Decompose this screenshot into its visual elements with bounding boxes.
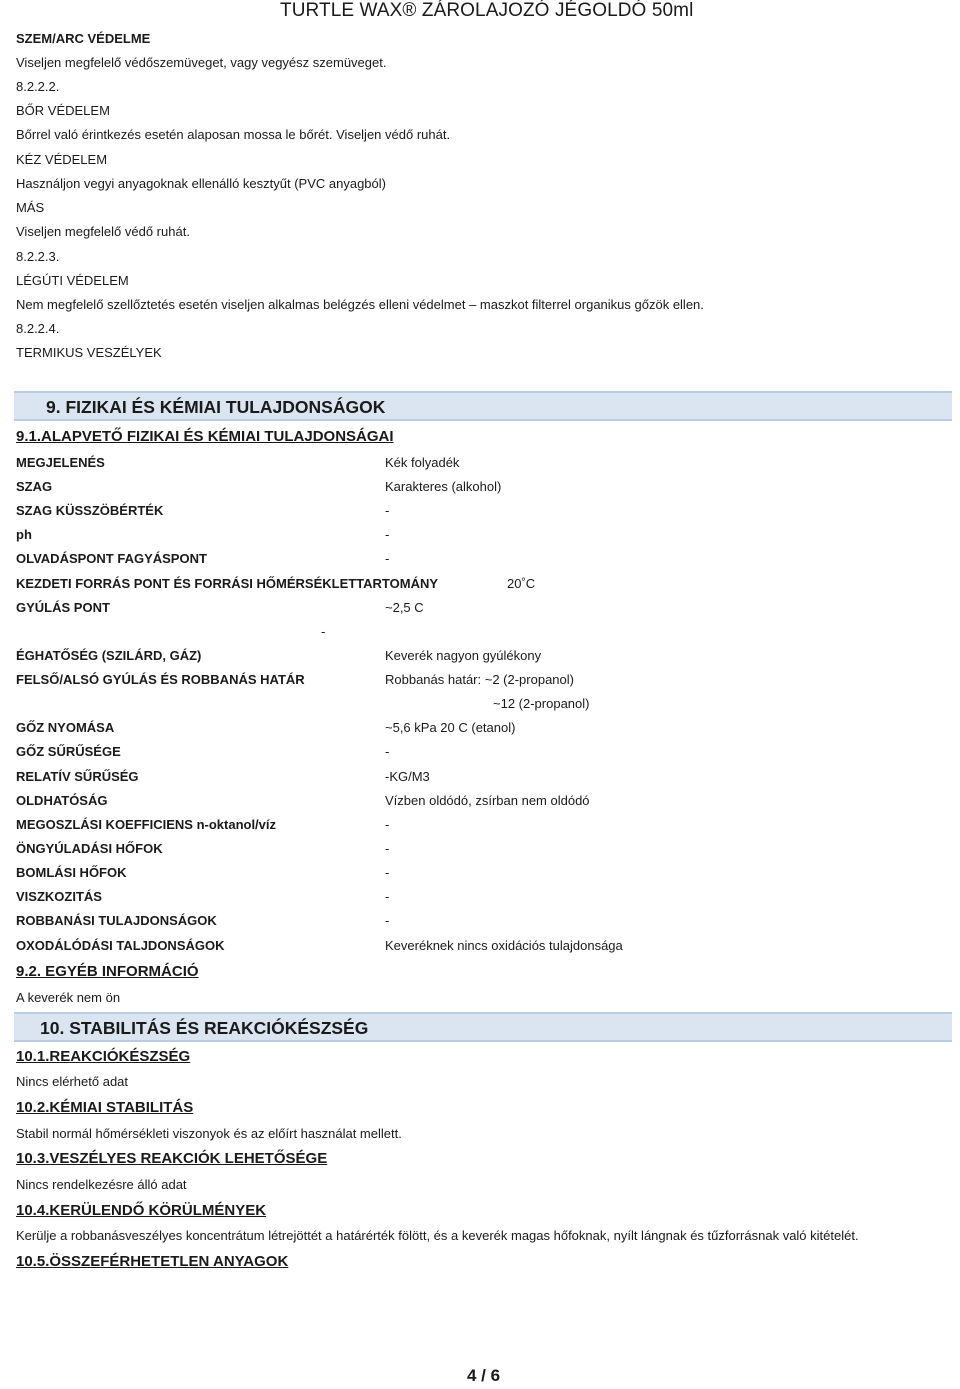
heading-thermal-hazards: TERMIKUS VESZÉLYEK	[16, 345, 162, 360]
section-10-banner	[14, 1012, 952, 1042]
property-value: 20˚C	[507, 576, 536, 591]
property-label: GŐZ SŰRŰSÉGE	[16, 744, 121, 759]
property-value: -KG/M3	[385, 769, 430, 784]
document-header: TURTLE WAX® ZÁROLAJOZÓ JÉGOLDÓ 50ml	[280, 0, 694, 21]
property-label: ÖNGYÚLADÁSI HŐFOK	[16, 841, 163, 856]
property-label: FELSŐ/ALSÓ GYÚLÁS ÉS ROBBANÁS HATÁR	[16, 672, 305, 687]
text-eye-protection: Viseljen megfelelő védőszemüveget, vagy vegyész szemüveget.	[16, 55, 387, 70]
heading-other: MÁS	[16, 200, 45, 215]
text-hand-protection: Használjon vegyi anyagoknak ellenálló kesztyűt (PVC anyagból)	[16, 176, 386, 191]
property-label: MEGOSZLÁSI KOEFFICIENS n-oktanol/víz	[16, 817, 277, 832]
section-number-8223: 8.2.2.3.	[16, 249, 60, 264]
heading-skin-protection: BŐR VÉDELEM	[16, 103, 110, 118]
property-value: -	[385, 503, 390, 518]
text-respiratory-protection: Nem megfelelő szellőztetés esetén viseljen alkalmas belégzés elleni védelmet – maszkot filterrel organikus gőzök ellen.	[16, 297, 704, 312]
property-value: -	[385, 913, 390, 928]
property-value: -	[385, 527, 390, 542]
property-label: OXODÁLÓDÁSI TALJDONSÁGOK	[16, 938, 225, 953]
property-value: ~2,5 C	[385, 600, 424, 615]
section-9-2-text: A keverék nem ön	[16, 990, 121, 1005]
property-value: Karakteres (alkohol)	[385, 479, 502, 494]
section-10-4-title: 10.4.KERÜLENDŐ KÖRÜLMÉNYEK	[16, 1202, 267, 1219]
heading-hand-protection: KÉZ VÉDELEM	[16, 152, 108, 167]
page-number: 4 / 6	[467, 1366, 501, 1385]
property-value: ~5,6 kPa 20 C (etanol)	[385, 720, 516, 735]
property-label: SZAG KÜSSZÖBÉRTÉK	[16, 503, 164, 518]
section-9-banner	[14, 391, 952, 421]
text-skin-protection: Bőrrel való érintkezés esetén alaposan mossa le bőrét. Viseljen védő ruhát.	[16, 127, 451, 142]
property-value: -	[385, 865, 390, 880]
property-label: BOMLÁSI HŐFOK	[16, 865, 127, 880]
property-value: Keverék nagyon gyúlékony	[385, 648, 542, 663]
property-value: -	[385, 817, 390, 832]
section-10-4-text: Kerülje a robbanásveszélyes koncentrátum létrejöttét a határérték fölött, és a keverék magas hőfoknak, nyílt lángnak és tűzforrásnak való kitételét.	[16, 1228, 859, 1243]
section-9-title: 9. FIZIKAI ÉS KÉMIAI TULAJDONSÁGOK	[46, 397, 386, 417]
property-label: OLVADÁSPONT FAGYÁSPONT	[16, 551, 207, 566]
section-10-1-title: 10.1.REAKCIÓKÉSZSÉG	[16, 1048, 191, 1065]
property-label: MEGJELENÉS	[16, 455, 105, 470]
section-10-3-title: 10.3.VESZÉLYES REAKCIÓK LEHETŐSÉGE	[16, 1150, 328, 1167]
property-label: KEZDETI FORRÁS PONT ÉS FORRÁSI HŐMÉRSÉKLETTARTOMÁNY	[16, 576, 439, 591]
property-value: Kék folyadék	[385, 455, 460, 470]
section-10-title: 10. STABILITÁS ÉS REAKCIÓKÉSZSÉG	[40, 1018, 369, 1038]
property-value: -	[385, 889, 390, 904]
section-10-5-title: 10.5.ÖSSZEFÉRHETETLEN ANYAGOK	[16, 1253, 289, 1270]
section-number-8224: 8.2.2.4.	[16, 321, 60, 336]
property-value: -	[321, 624, 326, 639]
property-value: -	[385, 744, 390, 759]
property-value: ~12 (2-propanol)	[493, 696, 590, 711]
heading-respiratory-protection: LÉGÚTI VÉDELEM	[16, 273, 129, 288]
property-value: -	[385, 551, 390, 566]
property-label: GŐZ NYOMÁSA	[16, 720, 115, 735]
property-value: Keveréknek nincs oxidációs tulajdonsága	[385, 938, 623, 953]
property-value: Vízben oldódó, zsírban nem oldódó	[385, 793, 590, 808]
heading-eye-protection: SZEM/ARC VÉDELME	[16, 31, 151, 46]
property-label: RELATÍV SŰRŰSÉG	[16, 769, 139, 784]
section-10-2-title: 10.2.KÉMIAI STABILITÁS	[16, 1099, 194, 1116]
section-10-2-text: Stabil normál hőmérsékleti viszonyok és az előírt használat mellett.	[16, 1126, 402, 1141]
section-number-8222: 8.2.2.2.	[16, 79, 60, 94]
property-label: ph	[16, 527, 32, 542]
property-label: VISZKOZITÁS	[16, 889, 102, 904]
property-label: ÉGHATŐSÉG (SZILÁRD, GÁZ)	[16, 648, 202, 663]
property-value: -	[385, 841, 390, 856]
property-label: GYÚLÁS PONT	[16, 600, 110, 615]
property-label: OLDHATÓSÁG	[16, 793, 108, 808]
property-label: SZAG	[16, 479, 53, 494]
section-10-3-text: Nincs rendelkezésre álló adat	[16, 1177, 187, 1192]
section-9-1-title: 9.1.ALAPVETŐ FIZIKAI ÉS KÉMIAI TULAJDONSÁGAI	[16, 428, 394, 445]
property-value: Robbanás határ: ~2 (2-propanol)	[385, 672, 574, 687]
property-label: ROBBANÁSI TULAJDONSÁGOK	[16, 913, 217, 928]
text-other: Viseljen megfelelő védő ruhát.	[16, 224, 190, 239]
section-9-2-title: 9.2. EGYÉB INFORMÁCIÓ	[16, 963, 199, 980]
section-10-1-text: Nincs elérhető adat	[16, 1074, 129, 1089]
